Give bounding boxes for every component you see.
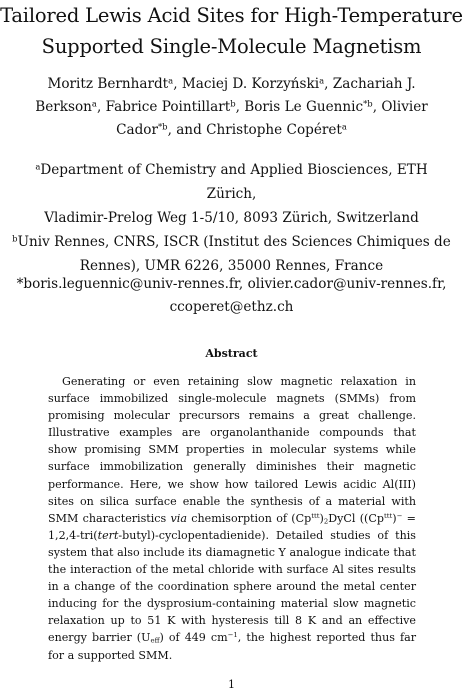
abstract-heading: Abstract — [205, 347, 258, 360]
author: Boris Le Guennic$^{*b}$, — [244, 98, 382, 115]
corresponding-emails — [10, 273, 453, 319]
author: Moritz Bernhardt$^a$, — [47, 75, 182, 92]
author: Zachariah J. Berkson$^a$, — [35, 76, 416, 115]
author: Christophe Copéret$^a$ — [206, 121, 347, 138]
affiliation-b-line-2: Rennes), UMR 6226, 35000 Rennes, France — [79, 258, 384, 274]
page-number: 1 — [228, 678, 235, 691]
title-line-2: Supported Single-Molecule Magnetism — [41, 35, 422, 58]
affiliation-a-line-1: $^a$Department of Chemistry and Applied Biosciences, ETH Zürich, — [35, 161, 428, 202]
abstract-text: Generating or even retaining slow magnetic relaxation in surface immobilized single-molecule magnets (SMMs) from promising molecular precursors remains a great challenge. Illustrative examples are organolanthanide compounds that show promising SMM properties in molecular systems while surface immobilization generally diminishes their magnetic performance. Here, we show how tailored Lewis acidic Al(III) sites on silica surface enable the synthesis of a material with SMM characteristics via chemisorption of $(Cp^{ttt})_2DyCl$ ($(Cp^{ttt})^-$ = 1,2,4-tri(tert-butyl)-cyclopentadienide). Detailed studies of this system that also include its diamagnetic Y analogue indicate that the interaction of the metal chloride with surface Al sites results in a change of the coordination sphere around the metal center inducing for the dysprosium-containing material slow magnetic relaxation up to 51 K with hysteresis till 8 K and an effective energy barrier $(U_{eff})$ of 449 $cm^{-1}$, the highest reported thus far for a supported SMM. — [48, 375, 416, 662]
affiliation-b-line-1: $^b$Univ Rennes, CNRS, ISCR (Institut des Sciences Chimiques de — [12, 233, 451, 250]
author-list — [18, 73, 445, 142]
author: Olivier Cador$^{*b}$, and — [116, 99, 428, 138]
paper-title — [0, 0, 463, 62]
affiliation-a-line-2: Vladimir-Prelog Weg 1-5/10, 8093 Zürich, Switzerland — [44, 210, 419, 226]
email-line-2: ccoperet@ethz.ch — [169, 299, 294, 315]
affiliations — [10, 158, 453, 278]
author: Maciej D. Korzyński$^a$, — [181, 75, 333, 92]
author: Fabrice Pointillart$^b$, — [105, 98, 245, 115]
email-line-1: *boris.leguennic@univ-rennes.fr, olivier.cador@univ-rennes.fr, — [16, 276, 447, 292]
title-line-1: Tailored Lewis Acid Sites for High-Temperature — [0, 4, 463, 27]
